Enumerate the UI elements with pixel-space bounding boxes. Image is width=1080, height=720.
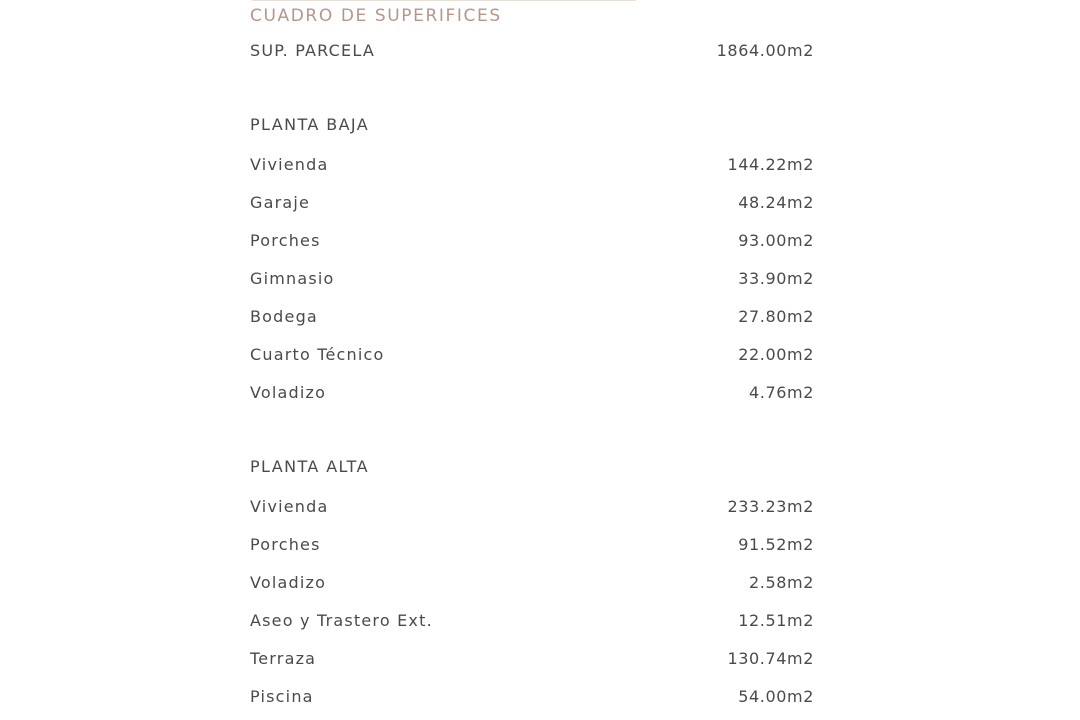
row-label: Vivienda	[250, 154, 329, 174]
table-row	[250, 342, 814, 366]
row-label: Porches	[250, 230, 321, 250]
row-label: Voladizo	[250, 382, 327, 402]
row-value: 91.52m2	[738, 534, 814, 554]
table-row	[250, 684, 814, 708]
row-value: 54.00m2	[738, 686, 814, 706]
table-row	[250, 646, 814, 670]
row-label: Cuarto Técnico	[250, 344, 385, 364]
table-row	[250, 266, 814, 290]
table-row	[250, 152, 814, 176]
row-label: SUP. PARCELA	[250, 40, 375, 60]
document-title: CUADRO DE SUPERIFICES	[250, 6, 502, 26]
table-row	[250, 494, 814, 518]
table-row	[250, 190, 814, 214]
row-value: 144.22m2	[727, 154, 814, 174]
row-label: Porches	[250, 534, 321, 554]
section-title-planta-baja: PLANTA BAJA	[250, 115, 370, 134]
row-value: 27.80m2	[738, 306, 814, 326]
table-row	[250, 570, 814, 594]
row-value: 4.76m2	[749, 382, 814, 402]
row-value: 22.00m2	[738, 344, 814, 364]
table-row	[250, 380, 814, 404]
row-label: Voladizo	[250, 572, 327, 592]
row-label: Piscina	[250, 686, 314, 706]
row-label: Garaje	[250, 192, 311, 212]
row-value: 2.58m2	[749, 572, 814, 592]
row-value: 93.00m2	[738, 230, 814, 250]
row-value: 48.24m2	[738, 192, 814, 212]
top-divider	[252, 0, 636, 1]
row-label: Gimnasio	[250, 268, 335, 288]
row-value: 12.51m2	[738, 610, 814, 630]
row-label: Vivienda	[250, 496, 329, 516]
row-value: 1864.00m2	[716, 40, 814, 60]
row-label: Aseo y Trastero Ext.	[250, 610, 433, 630]
row-value: 130.74m2	[727, 648, 814, 668]
table-row	[250, 228, 814, 252]
table-row	[250, 532, 814, 556]
table-row	[250, 304, 814, 328]
row-value: 33.90m2	[738, 268, 814, 288]
surface-table-document	[250, 0, 814, 720]
table-row	[250, 608, 814, 632]
row-value: 233.23m2	[727, 496, 814, 516]
row-label: Terraza	[250, 648, 317, 668]
section-title-planta-alta: PLANTA ALTA	[250, 457, 369, 476]
parcela-row	[250, 38, 814, 62]
row-label: Bodega	[250, 306, 318, 326]
